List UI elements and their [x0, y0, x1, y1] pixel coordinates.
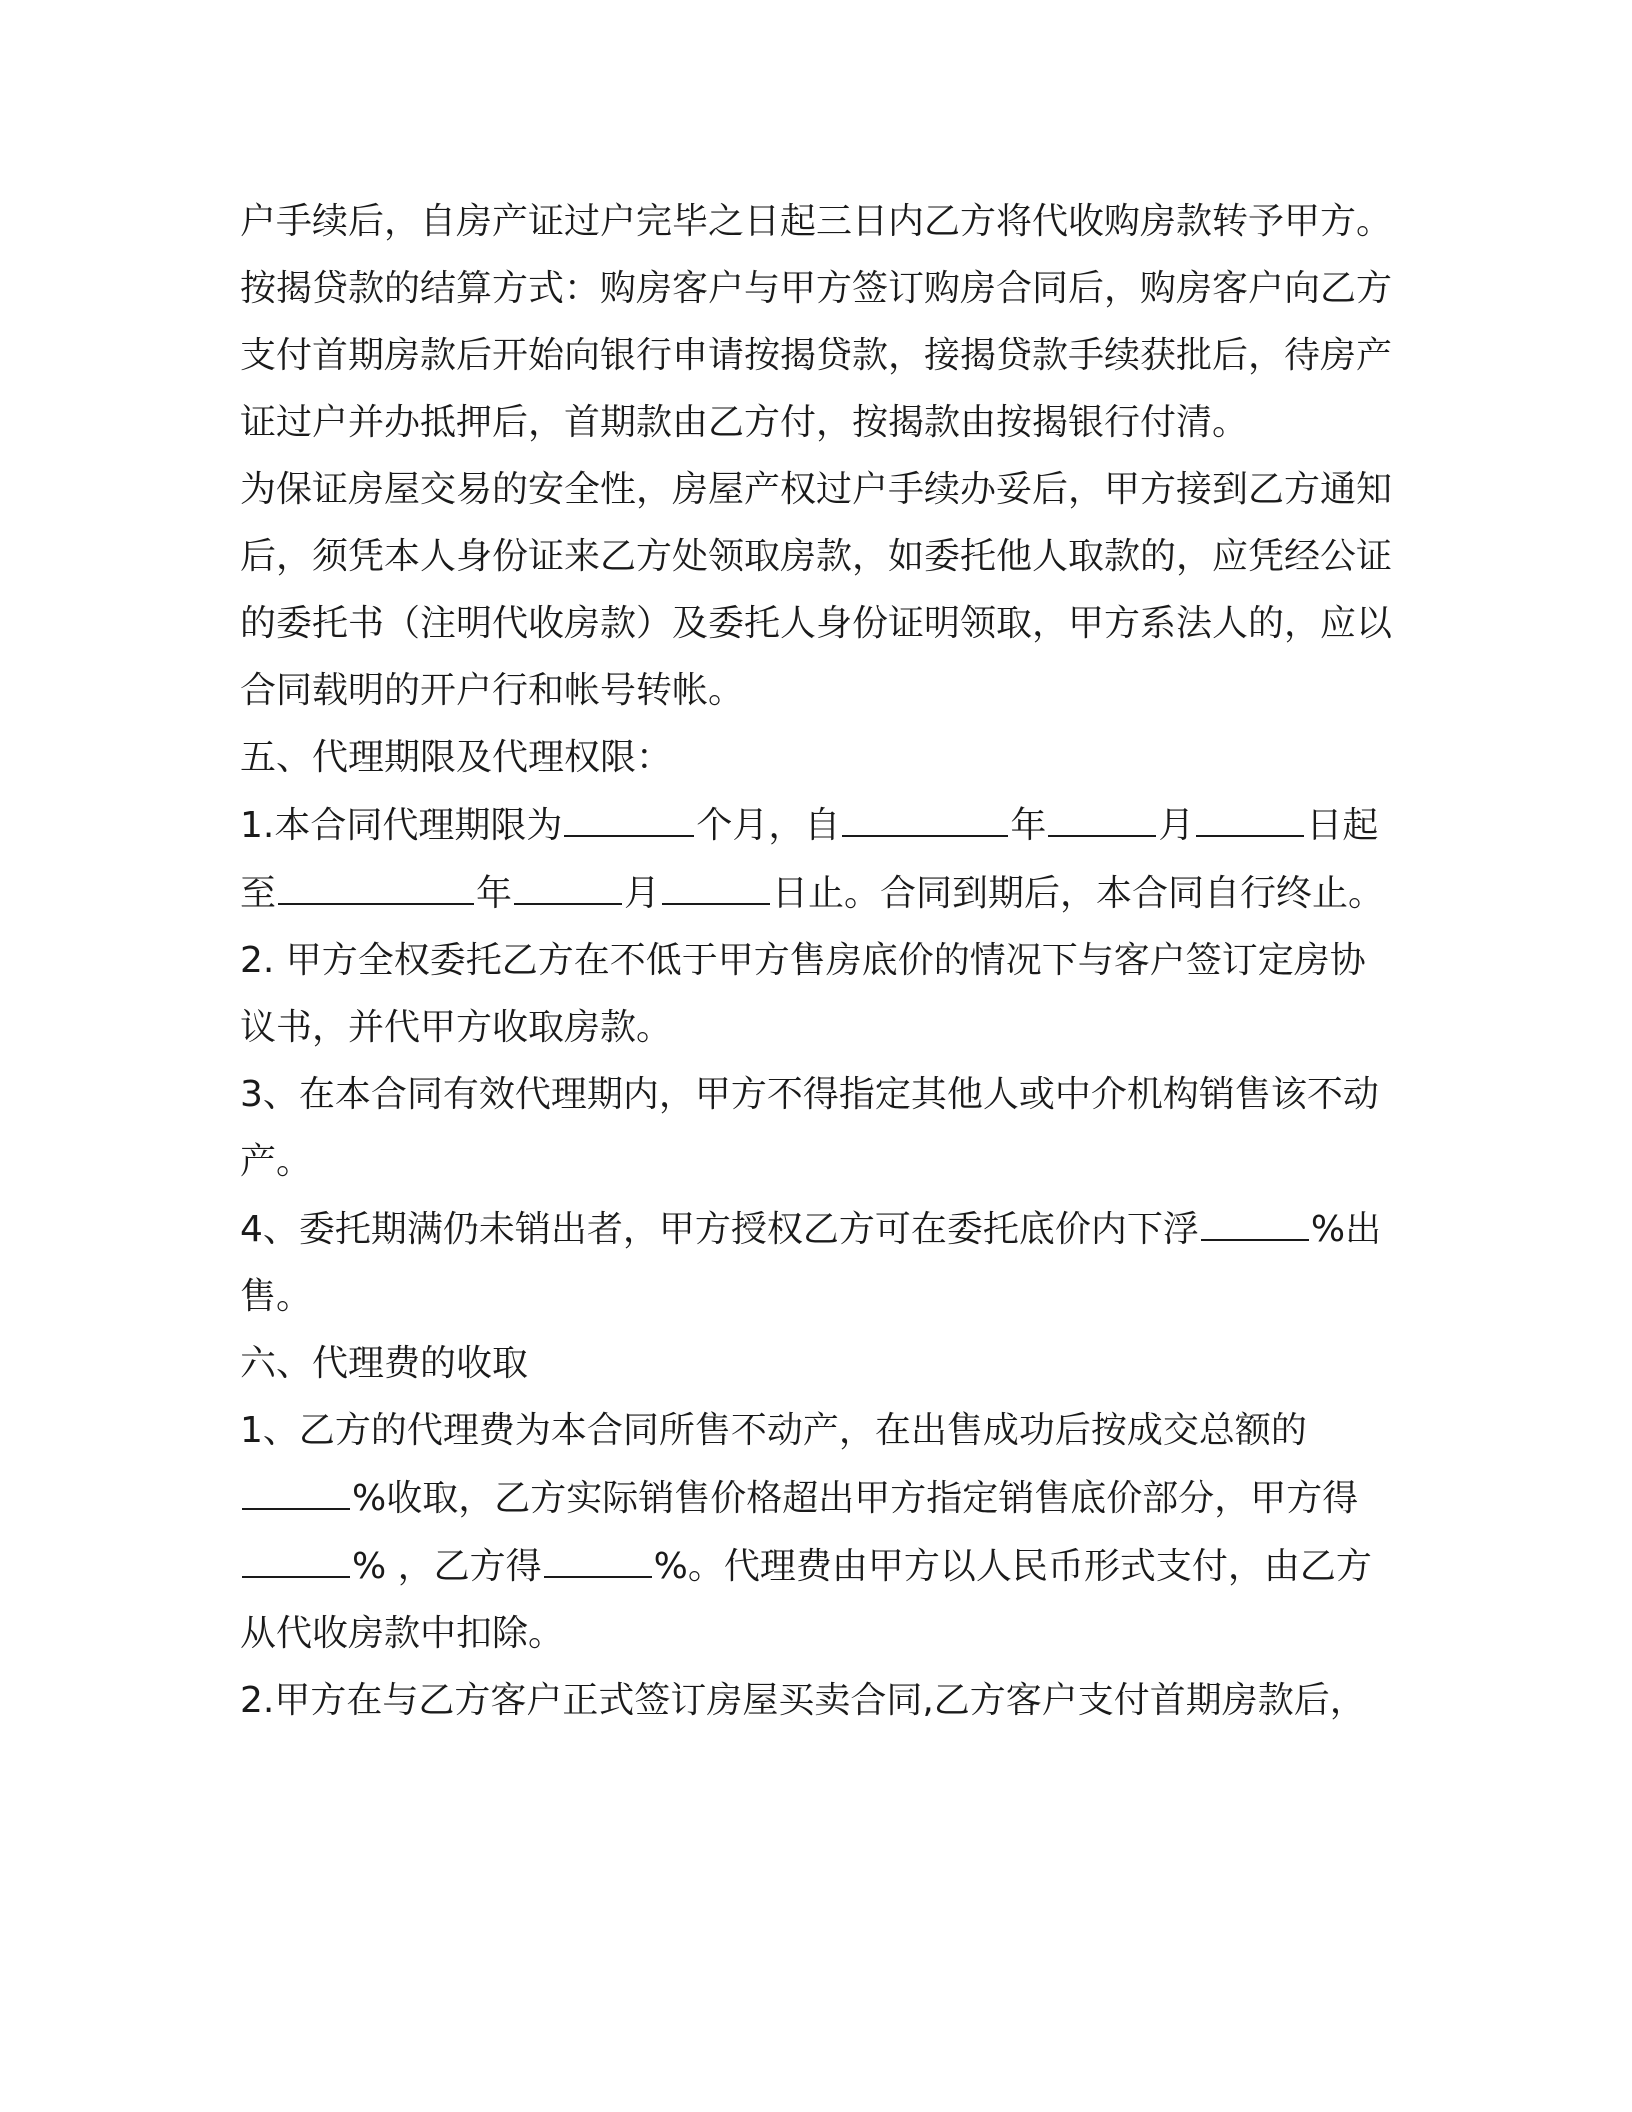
blank-party-b-percent	[544, 1532, 652, 1578]
clause-5-2: 2. 甲方全权委托乙方在不低于甲方售房底价的情况下与客户签订定房协议书，并代甲方收取房款。	[240, 940, 1366, 1048]
blank-months	[564, 791, 694, 837]
clause-5-1-text-g: 月	[624, 873, 661, 914]
blank-start-day	[1196, 791, 1304, 837]
clause-5-1-text-d: 月	[1158, 805, 1195, 846]
section-5-heading: 五、代理期限及代理权限：	[240, 737, 673, 778]
clause-6-1-text-d: %。代理费由甲方以人民币形式支付，由乙方从代收房款中扣除。	[240, 1546, 1372, 1654]
blank-start-month	[1048, 791, 1156, 837]
clause-6-2: 2.甲方在与乙方客户正式签订房屋买卖合同,乙方客户支付首期房款后，	[240, 1680, 1366, 1721]
clause-5-3: 3、在本合同有效代理期内，甲方不得指定其他人或中介机构销售该不动产。	[240, 1074, 1379, 1182]
section-6-heading: 六、代理费的收取	[240, 1343, 529, 1384]
clause-5-4-text-a: 4、委托期满仍未销出者，甲方授权乙方可在委托底价内下浮	[240, 1209, 1199, 1250]
clause-5-1	[240, 791, 1392, 927]
blank-discount-percent	[1201, 1195, 1309, 1241]
blank-fee-percent	[242, 1464, 350, 1510]
clause-5-1-text-a: 1.本合同代理期限为	[240, 805, 563, 846]
paragraph-mortgage-settlement: 按揭贷款的结算方式：购房客户与甲方签订购房合同后，购房客户向乙方支付首期房款后开始向银行申请按揭贷款，接揭贷款手续获批后，待房产证过户并办抵押后，首期款由乙方付，按揭款由按揭银行付清。	[240, 268, 1393, 443]
blank-end-year	[278, 859, 474, 905]
clause-5-1-text-h: 日止。合同到期后，本合同自行终止。	[772, 873, 1385, 914]
clause-6-1-text-a: 1、乙方的代理费为本合同所售不动产，在出售成功后按成交总额的	[240, 1410, 1307, 1451]
clause-6-1-text-b: %收取，乙方实际销售价格超出甲方指定销售底价部分，甲方得	[352, 1478, 1359, 1519]
clause-5-1-text-c: 年	[1010, 805, 1047, 846]
clause-5-1-text-b: 个月，自	[696, 805, 841, 846]
clause-5-4-text-b: %出售。	[240, 1209, 1382, 1317]
clause-6-1-text-c: % ，乙方得	[352, 1546, 542, 1587]
clause-5-1-text-e: 日起至	[240, 805, 1379, 914]
blank-end-day	[662, 859, 770, 905]
blank-end-month	[514, 859, 622, 905]
blank-party-a-percent	[242, 1532, 350, 1578]
clause-5-1-text-f: 年	[476, 873, 513, 914]
clause-6-1	[240, 1397, 1392, 1667]
clause-5-4	[240, 1195, 1392, 1330]
paragraph-payment-security: 为保证房屋交易的安全性，房屋产权过户手续办妥后，甲方接到乙方通知后，须凭本人身份证来乙方处领取房款，如委托他人取款的，应凭经公证的委托书（注明代收房款）及委托人身份证明领取，甲方系法人的，应以合同载明的开户行和帐号转帐。	[240, 469, 1393, 711]
document-body	[240, 188, 1392, 1734]
blank-start-year	[842, 791, 1008, 837]
paragraph-transfer-clause: 户手续后，自房产证过户完毕之日起三日内乙方将代收购房款转予甲方。	[240, 201, 1393, 242]
